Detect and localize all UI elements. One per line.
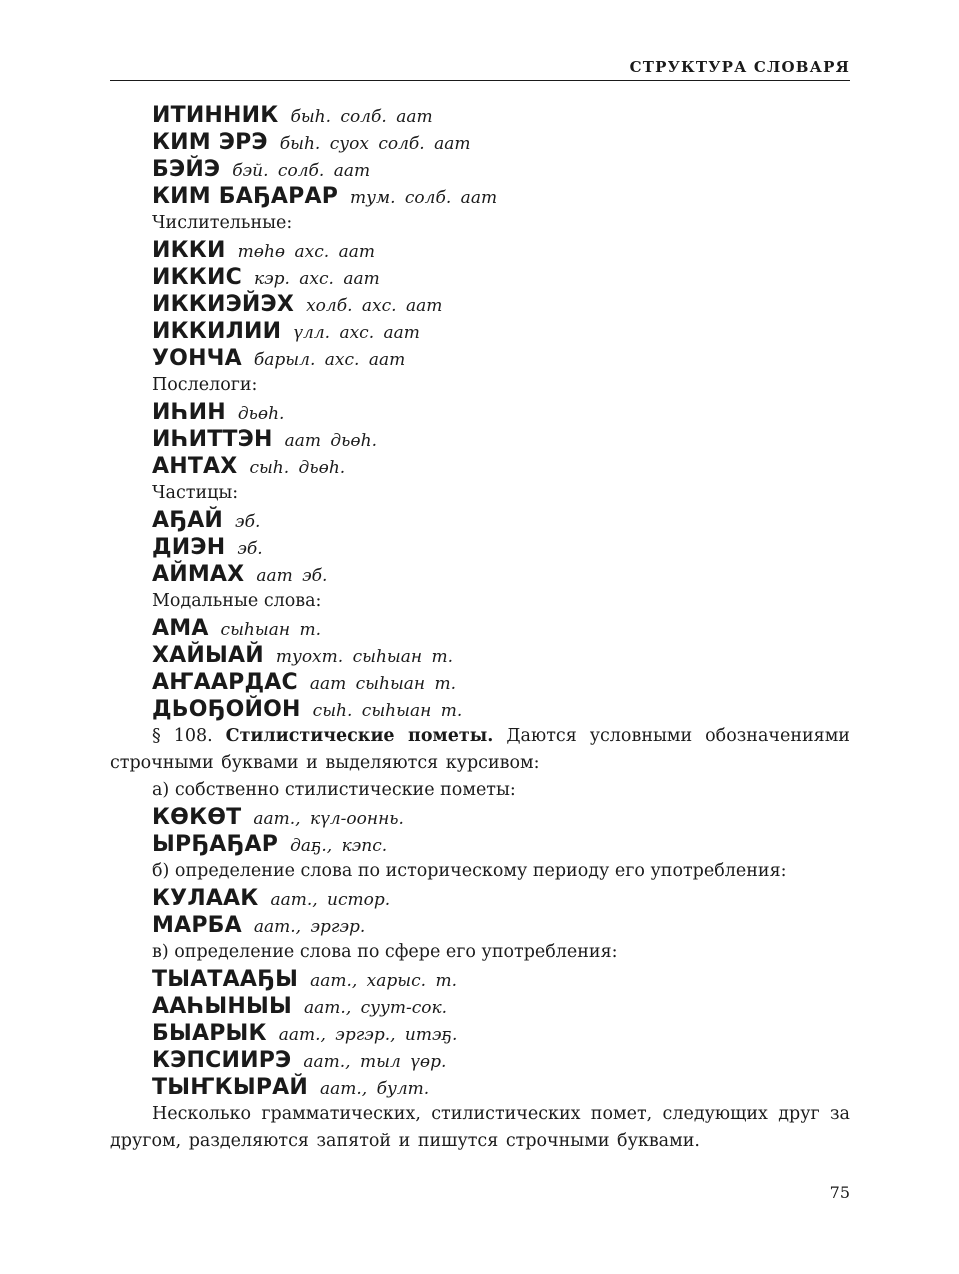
section-title: Стилистические пометы.	[225, 726, 494, 746]
grammar-note: туохт. сыһыан т.	[275, 647, 453, 667]
headword: ЫРҔАҔАР	[152, 832, 279, 857]
closing-paragraph: Несколько грамматических, стилистических помет, следующих друг за другом, разделяются запятой и пишутся строчными буквами.	[110, 1104, 850, 1151]
category-label: Послелоги:	[152, 375, 258, 395]
entry	[110, 1020, 850, 1047]
entry	[110, 399, 850, 426]
headword: ИККИЭЙЭХ	[152, 292, 295, 317]
headword: БЫАРЫК	[152, 1021, 267, 1046]
grammar-note: аат., эргэр.	[253, 917, 366, 937]
entry	[110, 1074, 850, 1101]
grammar-note: эб.	[235, 512, 261, 532]
headword: АЙМАХ	[152, 562, 245, 587]
headword: ИҺИН	[152, 400, 226, 425]
headword: КУЛААК	[152, 886, 259, 911]
section-number: § 108.	[152, 726, 213, 746]
category-label: Числительные:	[152, 213, 293, 233]
section-text: Даются условными обозначениями строчными буквами и выделяются курсивом:	[110, 726, 850, 773]
headword: КӨКӨТ	[152, 805, 242, 830]
grammar-note: аат., булт.	[320, 1079, 430, 1099]
headword: ИҺИТТЭН	[152, 427, 273, 452]
grammar-note: холб. ахс. аат	[306, 296, 443, 316]
headword: АҔАЙ	[152, 508, 224, 533]
grammar-note: барыл. ахс. аат	[253, 350, 406, 370]
grammar-note: аат., харыс. т.	[310, 971, 457, 991]
headword: ААҺЫНЫЫ	[152, 994, 293, 1019]
header-title: СТРУКТУРА СЛОВАРЯ	[629, 58, 850, 76]
headword: ИККИС	[152, 265, 242, 290]
subsection-label: б) определение слова по историческому периоду его употребления:	[152, 861, 787, 881]
headword: КЭПСИИРЭ	[152, 1048, 292, 1073]
headword: АНТАХ	[152, 454, 238, 479]
page-number: 75	[829, 1183, 850, 1202]
entry	[110, 561, 850, 588]
entry	[110, 885, 850, 912]
headword: КИМ ЭРЭ	[152, 130, 268, 155]
grammar-note: сыһ. сыһыан т.	[312, 701, 463, 721]
entry	[110, 804, 850, 831]
headword: ХАЙЫАЙ	[152, 643, 264, 668]
entry	[110, 507, 850, 534]
entry	[110, 615, 850, 642]
entry	[110, 669, 850, 696]
grammar-note: сыһ. дьөһ.	[249, 458, 346, 478]
entry	[110, 102, 850, 129]
headword: ИТИННИК	[152, 103, 279, 128]
grammar-note: даҕ., кэпс.	[290, 836, 388, 856]
grammar-note: аат., күл-ооннь.	[253, 809, 404, 829]
grammar-note: аат эб.	[256, 566, 328, 586]
headword: ДИЭН	[152, 535, 226, 560]
headword: ИККИ	[152, 238, 226, 263]
grammar-note: тум. солб. аат	[350, 188, 498, 208]
entry	[110, 264, 850, 291]
grammar-note: аат сыһыан т.	[309, 674, 457, 694]
entry	[110, 912, 850, 939]
grammar-note: дьөһ.	[237, 404, 285, 424]
entry	[110, 318, 850, 345]
entry	[110, 831, 850, 858]
section-paragraph	[110, 723, 850, 777]
entry	[110, 642, 850, 669]
page-content	[110, 102, 850, 1155]
category-label: Частицы:	[152, 483, 239, 503]
headword: АМА	[152, 616, 209, 641]
grammar-note: аат., истор.	[270, 890, 391, 910]
entry	[110, 426, 850, 453]
entry	[110, 534, 850, 561]
headword: МАРБА	[152, 913, 242, 938]
headword: ТЫҤКЫРАЙ	[152, 1075, 308, 1100]
running-header	[110, 56, 850, 81]
headword: УОНЧА	[152, 346, 242, 371]
headword: АҤААРДАС	[152, 670, 298, 695]
headword: ДЬОҔОЙОН	[152, 697, 301, 722]
entry	[110, 291, 850, 318]
subsection-label: в) определение слова по сфере его употребления:	[152, 942, 618, 962]
entry	[110, 966, 850, 993]
grammar-note: бэй. солб. аат	[232, 161, 371, 181]
headword: ИККИЛИИ	[152, 319, 282, 344]
grammar-note: төһө ахс. аат	[237, 242, 375, 262]
grammar-note: эб.	[237, 539, 263, 559]
entry	[110, 156, 850, 183]
entry	[110, 183, 850, 210]
grammar-note: быһ. солб. аат	[290, 107, 433, 127]
headword: КИМ БАҔАРАР	[152, 184, 339, 209]
grammar-note: сыһыан т.	[220, 620, 321, 640]
grammar-note: кэр. ахс. аат	[253, 269, 380, 289]
grammar-note: аат., суут-сок.	[304, 998, 448, 1018]
entry	[110, 129, 850, 156]
grammar-note: үлл. ахс. аат	[293, 323, 420, 343]
entry	[110, 345, 850, 372]
headword: ТЫАТААҔЫ	[152, 967, 299, 992]
category-label: Модальные слова:	[152, 591, 322, 611]
entry	[110, 696, 850, 723]
entry	[110, 993, 850, 1020]
entry	[110, 237, 850, 264]
subsection-label: а) собственно стилистические пометы:	[152, 780, 516, 800]
entry	[110, 453, 850, 480]
grammar-note: аат., эргэр., итэҕ.	[278, 1025, 458, 1045]
headword: БЭЙЭ	[152, 157, 221, 182]
grammar-note: аат дьөһ.	[284, 431, 377, 451]
grammar-note: быһ. суох солб. аат	[279, 134, 471, 154]
entry	[110, 1047, 850, 1074]
grammar-note: аат., тыл үөр.	[303, 1052, 447, 1072]
